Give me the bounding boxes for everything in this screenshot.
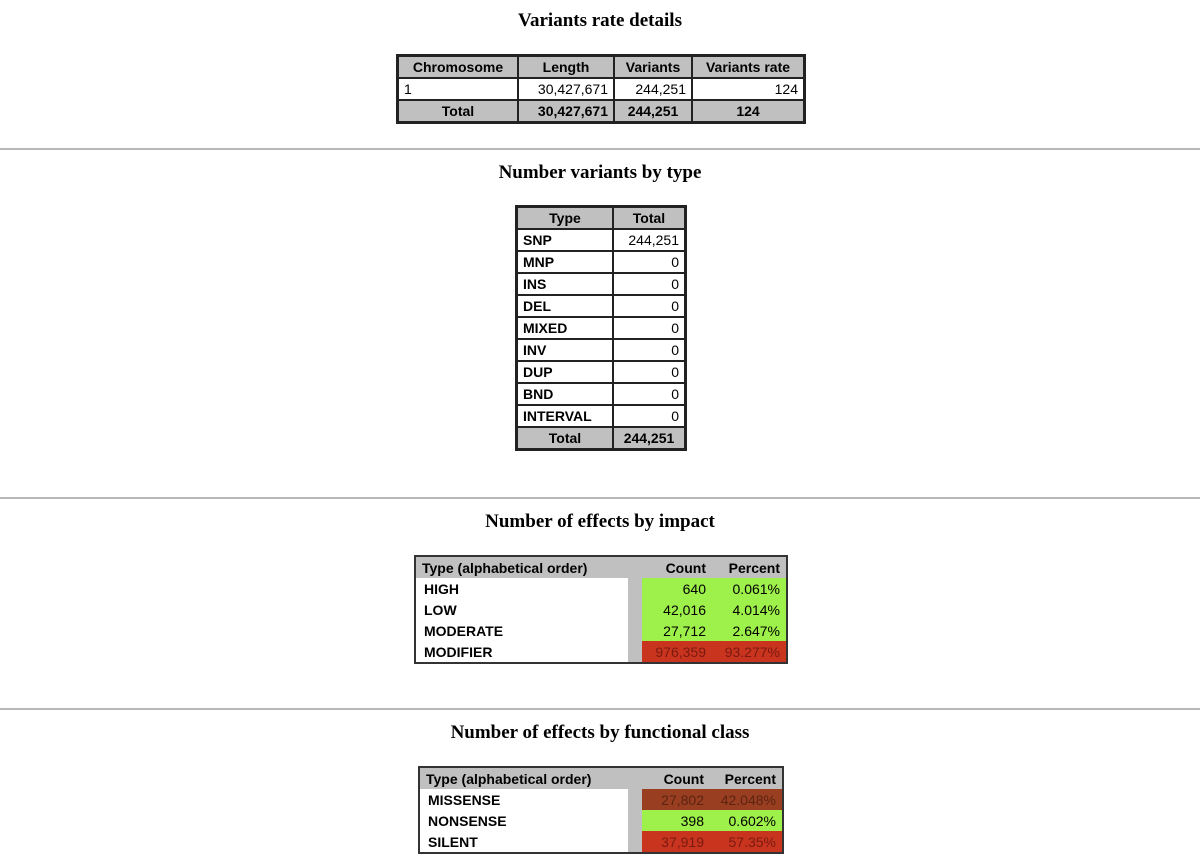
header-count: Count — [642, 556, 712, 578]
cell-count: 398 — [642, 810, 710, 831]
header-chromosome: Chromosome — [398, 56, 519, 79]
total-row — [398, 100, 805, 123]
table-row — [517, 361, 686, 383]
cell-total: 0 — [613, 405, 686, 427]
table-row — [419, 831, 783, 853]
cell-gap — [628, 789, 642, 810]
cell-count: 640 — [642, 578, 712, 599]
effects-by-impact-table — [414, 555, 788, 664]
cell-total: 0 — [613, 361, 686, 383]
cell-length: 30,427,671 — [518, 78, 614, 100]
header-variants-rate: Variants rate — [692, 56, 805, 79]
header-type: Type — [517, 207, 614, 230]
table-row — [419, 789, 783, 810]
cell-gap — [628, 831, 642, 853]
cell-total: 0 — [613, 339, 686, 361]
table-row — [415, 578, 787, 599]
cell-total: 0 — [613, 273, 686, 295]
table-row — [517, 251, 686, 273]
cell-gap — [628, 810, 642, 831]
cell-total: 244,251 — [613, 229, 686, 251]
cell-type: NONSENSE — [419, 810, 628, 831]
section-divider — [0, 708, 1200, 710]
table-row — [517, 405, 686, 427]
cell-type: MODIFIER — [415, 641, 628, 663]
header-gap — [628, 556, 642, 578]
cell-type: HIGH — [415, 578, 628, 599]
table-row — [415, 641, 787, 663]
cell-count: 27,802 — [642, 789, 710, 810]
cell-count: 976,359 — [642, 641, 712, 663]
cell-type: DUP — [517, 361, 614, 383]
variants-by-type-title: Number variants by type — [498, 162, 702, 183]
table-row — [398, 78, 805, 100]
cell-chromosome: 1 — [398, 78, 519, 100]
cell-type: INTERVAL — [517, 405, 614, 427]
table-row — [517, 339, 686, 361]
cell-variants: 244,251 — [614, 78, 692, 100]
table-header-row — [517, 207, 686, 230]
table-row — [517, 295, 686, 317]
header-type: Type (alphabetical order) — [415, 556, 628, 578]
table-row — [415, 599, 787, 620]
header-length: Length — [518, 56, 614, 79]
total-row — [517, 427, 686, 450]
section-divider — [0, 148, 1200, 150]
cell-percent: 42.048% — [710, 789, 783, 810]
header-variants: Variants — [614, 56, 692, 79]
cell-type: LOW — [415, 599, 628, 620]
variants-by-type-table — [515, 205, 687, 451]
header-count: Count — [642, 767, 710, 789]
table-header-row — [415, 556, 787, 578]
cell-type: INS — [517, 273, 614, 295]
total-rate: 124 — [692, 100, 805, 123]
cell-percent: 93.277% — [712, 641, 787, 663]
header-percent: Percent — [712, 556, 787, 578]
cell-percent: 2.647% — [712, 620, 787, 641]
total-variants: 244,251 — [614, 100, 692, 123]
table-header-row — [398, 56, 805, 79]
cell-type: BND — [517, 383, 614, 405]
cell-gap — [628, 578, 642, 599]
cell-gap — [628, 620, 642, 641]
table-row — [415, 620, 787, 641]
cell-type: MODERATE — [415, 620, 628, 641]
cell-total: 0 — [613, 295, 686, 317]
cell-type: SNP — [517, 229, 614, 251]
cell-percent: 0.602% — [710, 810, 783, 831]
cell-type: DEL — [517, 295, 614, 317]
table-header-row — [419, 767, 783, 789]
cell-type: MISSENSE — [419, 789, 628, 810]
cell-count: 27,712 — [642, 620, 712, 641]
table-row — [419, 810, 783, 831]
cell-total: 0 — [613, 251, 686, 273]
cell-percent: 4.014% — [712, 599, 787, 620]
total-label: Total — [398, 100, 519, 123]
effects-by-class-table — [418, 766, 784, 854]
header-total: Total — [613, 207, 686, 230]
cell-rate: 124 — [692, 78, 805, 100]
header-percent: Percent — [710, 767, 783, 789]
effects-by-class-title: Number of effects by functional class — [450, 722, 750, 743]
cell-type: INV — [517, 339, 614, 361]
cell-count: 42,016 — [642, 599, 712, 620]
total-length: 30,427,671 — [518, 100, 614, 123]
cell-gap — [628, 641, 642, 663]
cell-type: MIXED — [517, 317, 614, 339]
header-gap — [628, 767, 642, 789]
total-label: Total — [517, 427, 614, 450]
cell-percent: 0.061% — [712, 578, 787, 599]
effects-by-impact-title: Number of effects by impact — [485, 511, 715, 532]
cell-gap — [628, 599, 642, 620]
variants-rate-title: Variants rate details — [518, 10, 682, 31]
cell-total: 0 — [613, 383, 686, 405]
table-row — [517, 273, 686, 295]
header-type: Type (alphabetical order) — [419, 767, 628, 789]
section-divider — [0, 497, 1200, 499]
cell-count: 37,919 — [642, 831, 710, 853]
table-row — [517, 383, 686, 405]
cell-type: MNP — [517, 251, 614, 273]
cell-total: 0 — [613, 317, 686, 339]
cell-type: SILENT — [419, 831, 628, 853]
table-row — [517, 317, 686, 339]
table-row — [517, 229, 686, 251]
total-value: 244,251 — [613, 427, 686, 450]
cell-percent: 57.35% — [710, 831, 783, 853]
variants-rate-table — [396, 54, 806, 124]
